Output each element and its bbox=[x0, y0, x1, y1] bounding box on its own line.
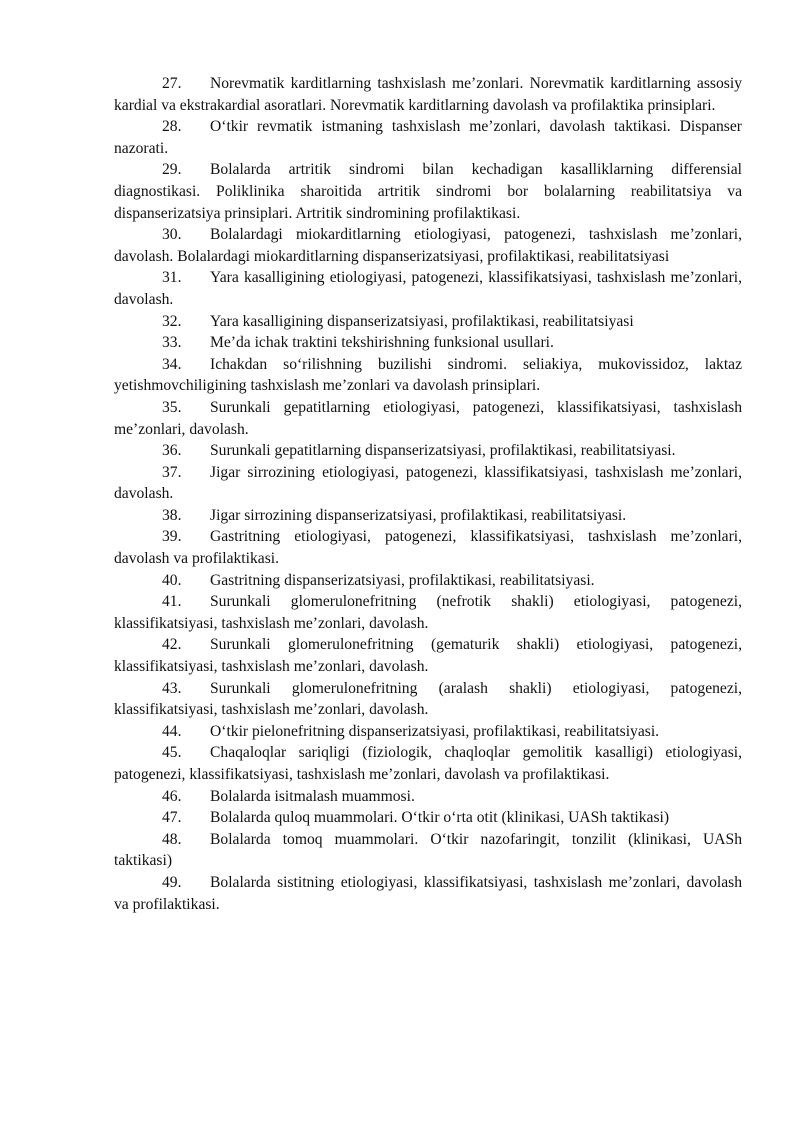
item-text: Surunkali glomerulonefritning (gematurik shakli) etiologiyasi, patogenezi, klassifikatsiyasi, tashxislash me’zonlari, davolash. bbox=[114, 636, 742, 676]
item-number: 35. bbox=[162, 398, 182, 416]
item-text: Gastritning dispanserizatsiyasi, profilaktikasi, reabilitatsiyasi. bbox=[210, 571, 595, 589]
item-number: 39. bbox=[162, 528, 182, 546]
list-item bbox=[114, 786, 742, 808]
item-number: 37. bbox=[162, 463, 182, 481]
item-number: 32. bbox=[162, 312, 182, 330]
item-number: 41. bbox=[162, 593, 182, 611]
list-item bbox=[114, 570, 742, 592]
item-text: O‘tkir revmatik istmaning tashxislash me’zonlari, davolash taktikasi. Dispanser nazorati. bbox=[114, 118, 742, 157]
item-text: Ichakdan so‘rilishning buzilishi sindromi. seliakiya, mukovissidoz, laktaz yetishmovchiligining tashxislash me’zonlari va davolash prinsiplari. bbox=[114, 355, 742, 395]
list-item bbox=[114, 742, 742, 785]
item-number: 34. bbox=[162, 355, 182, 373]
list-item bbox=[114, 116, 742, 159]
item-text: Chaqaloqlar sariqligi (fiziologik, chaqloqlar gemolitik kasalligi) etiologiyasi, patogenezi, klassifikatsiyasi, tashxislash me’zonlari, davolash va profilaktikasi. bbox=[114, 744, 742, 783]
item-number: 40. bbox=[162, 571, 182, 589]
item-text: Surunkali glomerulonefritning (aralash shakli) etiologiyasi, patogenezi, klassifikatsiyasi, tashxislash me’zonlari, davolash. bbox=[114, 679, 742, 719]
list-item bbox=[114, 440, 742, 462]
item-number: 29. bbox=[162, 161, 182, 179]
list-item bbox=[114, 311, 742, 333]
item-text: Jigar sirrozining dispanserizatsiyasi, profilaktikasi, reabilitatsiyasi. bbox=[210, 506, 627, 524]
item-number: 28. bbox=[162, 118, 182, 136]
list-item bbox=[114, 73, 742, 116]
item-text: Bolalardagi miokarditlarning etiologiyasi, patogenezi, tashxislash me’zonlari, davolash. Bolalardagi miokarditlarning dispanserizatsiyasi, profilaktikasi, reabilitatsiyasi bbox=[114, 226, 742, 265]
item-number: 48. bbox=[162, 830, 182, 848]
item-text: Yara kasalligining dispanserizatsiyasi, profilaktikasi, reabilitatsiyasi bbox=[210, 312, 634, 330]
item-number: 38. bbox=[162, 506, 182, 524]
item-number: 36. bbox=[162, 442, 182, 460]
list-item bbox=[114, 267, 742, 310]
list-item bbox=[114, 159, 742, 224]
list-item bbox=[114, 526, 742, 569]
list-item bbox=[114, 829, 742, 872]
item-number: 31. bbox=[162, 269, 182, 287]
item-number: 33. bbox=[162, 334, 182, 352]
list-item bbox=[114, 224, 742, 267]
list-item bbox=[114, 332, 742, 354]
list-item bbox=[114, 678, 742, 721]
list-item bbox=[114, 462, 742, 505]
item-text: Surunkali glomerulonefritning (nefrotik shakli) etiologiyasi, patogenezi, klassifikatsiyasi, tashxislash me’zonlari, davolash. bbox=[114, 593, 742, 632]
item-text: Bolalarda sistitning etiologiyasi, klassifikatsiyasi, tashxislash me’zonlari, davolash va profilaktikasi. bbox=[114, 873, 742, 913]
item-text: Bolalarda quloq muammolari. O‘tkir o‘rta otit (klinikasi, UASh taktikasi) bbox=[210, 809, 670, 827]
list-item bbox=[114, 397, 742, 440]
list-item bbox=[114, 505, 742, 527]
item-text: Surunkali gepatitlarning etiologiyasi, patogenezi, klassifikatsiyasi, tashxislash me’zonlari, davolash. bbox=[114, 398, 742, 438]
list-item bbox=[114, 872, 742, 915]
item-number: 49. bbox=[162, 873, 182, 891]
item-text: Yara kasalligining etiologiyasi, patogenezi, klassifikatsiyasi, tashxislash me’zonlari, davolash. bbox=[114, 269, 742, 308]
item-number: 45. bbox=[162, 744, 182, 762]
item-number: 43. bbox=[162, 679, 182, 697]
list-item bbox=[114, 354, 742, 397]
item-number: 46. bbox=[162, 787, 182, 805]
item-number: 42. bbox=[162, 636, 182, 654]
item-number: 47. bbox=[162, 809, 182, 827]
item-text: Bolalarda tomoq muammolari. O‘tkir nazofaringit, tonzilit (klinikasi, UASh taktikasi) bbox=[114, 830, 742, 870]
item-number: 27. bbox=[162, 75, 182, 92]
item-number: 30. bbox=[162, 226, 182, 244]
list-item bbox=[114, 591, 742, 634]
item-text: Gastritning etiologiyasi, patogenezi, klassifikatsiyasi, tashxislash me’zonlari, davolash va profilaktikasi. bbox=[114, 528, 742, 568]
document-page bbox=[114, 73, 742, 915]
item-text: Jigar sirrozining etiologiyasi, patogenezi, klassifikatsiyasi, tashxislash me’zonlari, davolash. bbox=[114, 463, 742, 503]
item-text: O‘tkir pielonefritning dispanserizatsiyasi, profilaktikasi, reabilitatsiyasi. bbox=[210, 722, 660, 740]
item-number: 44. bbox=[162, 722, 182, 740]
item-text: Bolalarda artritik sindromi bilan kechadigan kasalliklarning differensial diagnostikasi. Poliklinika sharoitida artritik sindromi bor bolalarning reabilitatsiya va dispanserizatsiya prinsiplari. Artritik sindromining profilaktikasi. bbox=[114, 161, 742, 222]
list-item bbox=[114, 634, 742, 677]
list-item bbox=[114, 807, 742, 829]
item-text: Bolalarda isitmalash muammosi. bbox=[210, 787, 415, 805]
item-text: Surunkali gepatitlarning dispanserizatsiyasi, profilaktikasi, reabilitatsiyasi. bbox=[210, 442, 676, 460]
list-item bbox=[114, 721, 742, 743]
item-text: Me’da ichak traktini tekshirishning funksional usullari. bbox=[210, 334, 554, 352]
item-text: Norevmatik karditlarning tashxislash me’zonlari. Norevmatik karditlarning assosiy kardial va ekstrakardial asoratlari. Norevmatik karditlarning davolash va profilaktika prinsiplari. bbox=[114, 75, 742, 114]
